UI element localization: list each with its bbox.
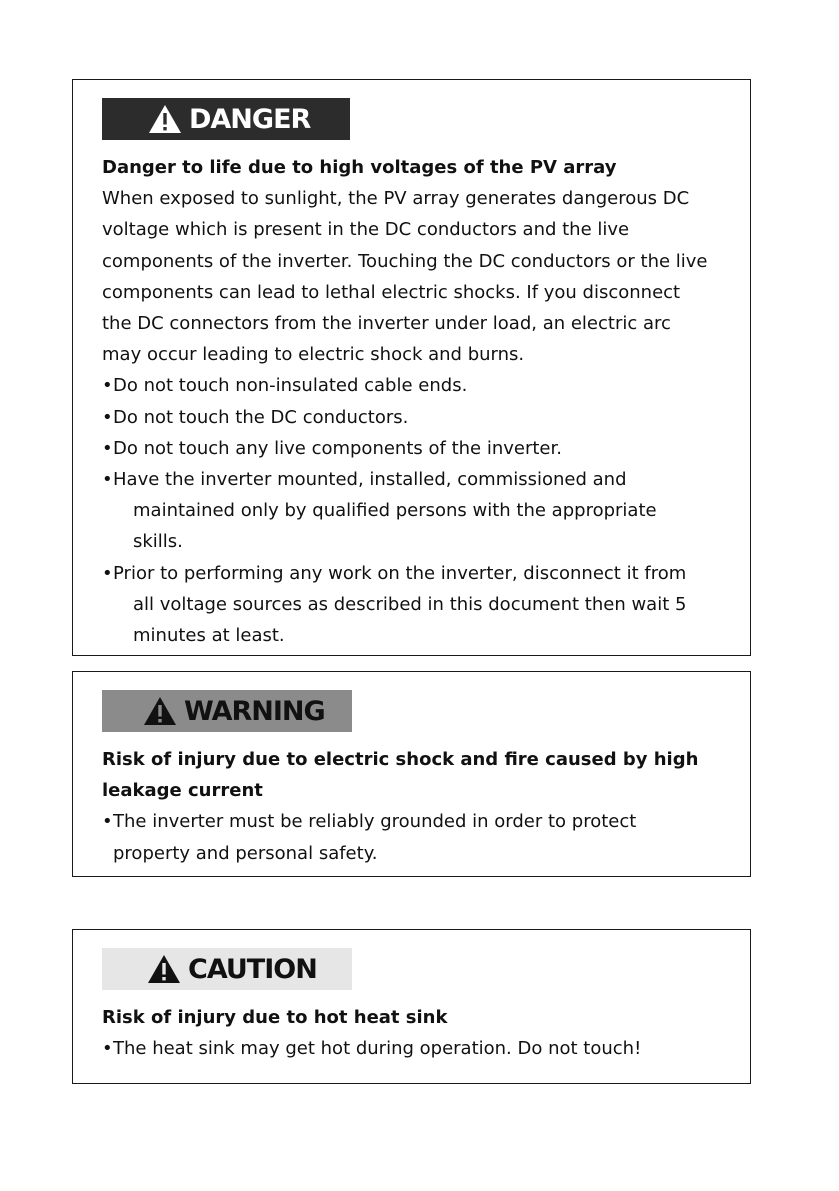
bullet-continuation: all voltage sources as described in this document then wait 5	[133, 593, 687, 615]
paragraph-line: the DC connectors from the inverter under load, an electric arc	[102, 313, 671, 335]
caution-content	[102, 1002, 738, 1064]
list-item	[102, 806, 738, 868]
danger-heading: Danger to life due to high voltages of the PV array	[102, 157, 617, 178]
danger-label	[102, 98, 350, 140]
list-item	[102, 402, 738, 433]
bullet-text: Have the inverter mounted, installed, commissioned and	[113, 469, 627, 491]
danger-label-text: DANGER	[189, 103, 311, 135]
bullet-text: Do not touch any live components of the inverter.	[113, 437, 562, 459]
heading-line: leakage current	[102, 780, 263, 802]
caution-notice	[72, 929, 751, 1084]
paragraph-line: voltage which is present in the DC conductors and the live	[102, 219, 630, 241]
warning-triangle-icon	[148, 104, 182, 134]
bullet-text: The heat sink may get hot during operation. Do not touch!	[113, 1038, 642, 1060]
heading-line: Risk of injury due to electric shock and fire caused by high	[102, 749, 699, 770]
danger-content	[102, 152, 738, 651]
warning-triangle-icon	[147, 954, 181, 984]
bullet-continuation: property and personal safety.	[113, 842, 378, 864]
list-item	[102, 558, 738, 652]
warning-label	[102, 690, 352, 732]
caution-bullet-list	[102, 1033, 738, 1064]
paragraph-line: may occur leading to electric shock and burns.	[102, 344, 525, 366]
paragraph-line: components can lead to lethal electric shocks. If you disconnect	[102, 281, 681, 303]
caution-heading: Risk of injury due to hot heat sink	[102, 1007, 448, 1028]
bullet-continuation: skills.	[133, 531, 183, 553]
caution-label	[102, 948, 352, 990]
danger-notice	[72, 79, 751, 656]
list-item	[102, 433, 738, 464]
list-item	[102, 370, 738, 401]
danger-paragraph	[102, 183, 738, 370]
bullet-text: The inverter must be reliably grounded in order to protect	[113, 811, 637, 833]
warning-triangle-icon	[143, 696, 177, 726]
caution-label-text: CAUTION	[188, 953, 317, 985]
warning-bullet-list	[102, 806, 738, 868]
list-item	[102, 464, 738, 558]
bullet-continuation: maintained only by qualified persons with the appropriate	[133, 500, 657, 522]
warning-notice	[72, 671, 751, 877]
bullet-text: Do not touch non-insulated cable ends.	[113, 375, 468, 397]
paragraph-line: When exposed to sunlight, the PV array generates dangerous DC	[102, 188, 690, 210]
bullet-continuation: minutes at least.	[133, 625, 285, 647]
paragraph-line: components of the inverter. Touching the DC conductors or the live	[102, 250, 708, 272]
list-item	[102, 1033, 738, 1064]
warning-content	[102, 744, 738, 869]
warning-label-text: WARNING	[184, 695, 325, 727]
warning-heading	[102, 744, 738, 806]
bullet-text: Prior to performing any work on the inverter, disconnect it from	[113, 562, 687, 584]
bullet-text: Do not touch the DC conductors.	[113, 406, 409, 428]
danger-bullet-list	[102, 370, 738, 651]
